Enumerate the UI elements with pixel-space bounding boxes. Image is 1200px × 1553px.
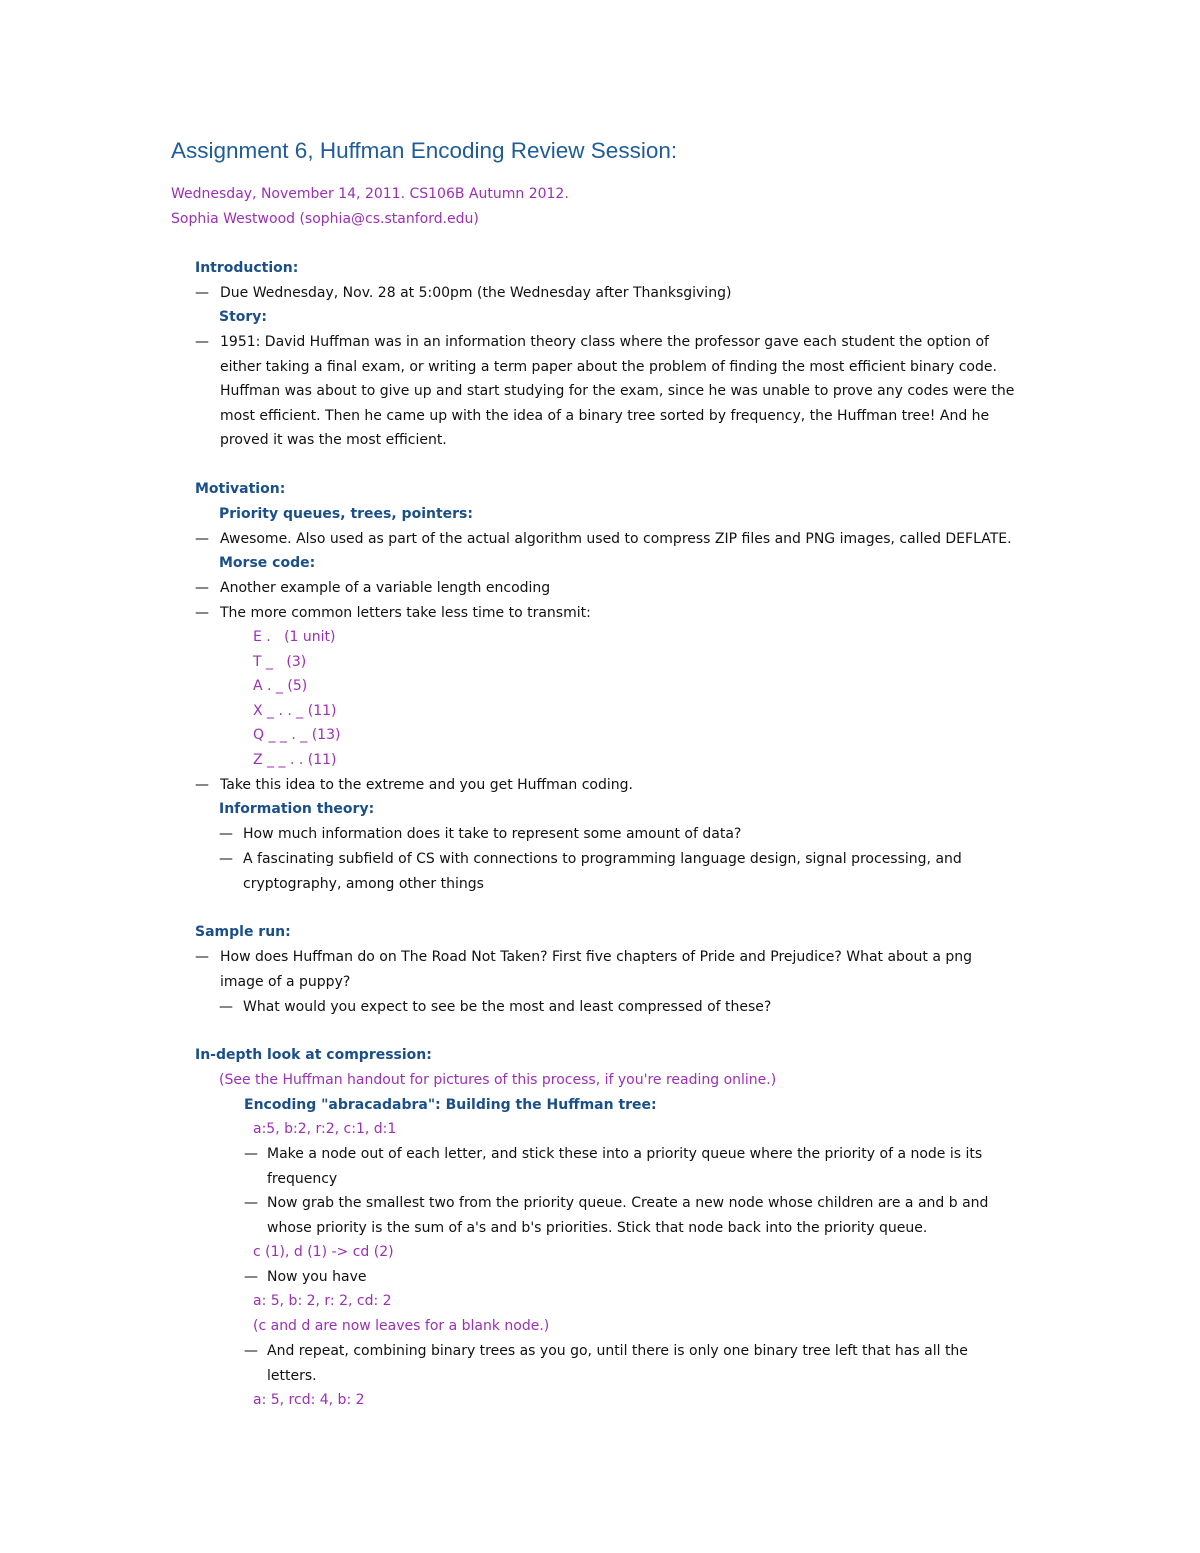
morse-code-a: A . _ (5) — [253, 678, 308, 694]
frequency-list: a:5, b:2, r:2, c:1, d:1 — [253, 1121, 397, 1137]
info-line: A fascinating subfield of CS with connections to programming language design, signal processing, and — [243, 851, 962, 867]
bullet-dash: — — [244, 1269, 258, 1285]
bullet-dash: — — [195, 605, 209, 621]
bullet-dash: — — [195, 531, 209, 547]
morse-item-variable: Another example of a variable length encoding — [220, 580, 551, 596]
priority-queues-heading: Priority queues, trees, pointers: — [219, 506, 473, 522]
story-line: either taking a final exam, or writing a term paper about the problem of finding the most efficient binary code. — [220, 358, 997, 375]
queue-state-2: a: 5, rcd: 4, b: 2 — [253, 1392, 365, 1408]
bullet-dash: — — [195, 949, 209, 965]
story-line: Huffman was about to give up and start studying for the exam, since he was unable to prove any codes were the — [220, 383, 1015, 399]
sample-run-question — [220, 945, 972, 994]
date-line: Wednesday, November 14, 2011. CS106B Autumn 2012. — [171, 186, 569, 202]
queue-state-1: a: 5, b: 2, r: 2, cd: 2 — [253, 1293, 392, 1309]
bullet-dash: — — [195, 285, 209, 301]
information-theory-heading: Information theory: — [219, 801, 375, 817]
handout-note: (See the Huffman handout for pictures of this process, if you're reading online.) — [219, 1072, 777, 1088]
info-item-amount: How much information does it take to represent some amount of data? — [243, 826, 742, 842]
sample-run-expect: What would you expect to see be the most and least compressed of these? — [243, 999, 772, 1015]
bullet-dash: — — [244, 1195, 258, 1211]
extreme-item: Take this idea to the extreme and you get Huffman coding. — [220, 777, 633, 793]
morse-code-z: Z _ _ . . (11) — [253, 752, 337, 768]
sample-line: How does Huffman do on The Road Not Taken? First five chapters of Pride and Prejudice? What about a png — [220, 949, 973, 965]
motivation-heading: Motivation: — [195, 481, 286, 497]
bullet-dash: — — [195, 777, 209, 793]
morse-code-q: Q _ _ . _ (13) — [253, 727, 341, 743]
step-grab-smallest — [267, 1191, 988, 1240]
story-paragraph — [220, 330, 1014, 453]
morse-code-x: X _ . . _ (11) — [253, 703, 337, 719]
bullet-dash: — — [244, 1343, 258, 1359]
story-line: proved it was the most efficient. — [220, 432, 447, 448]
bullet-dash: — — [195, 334, 209, 350]
step-repeat — [267, 1339, 968, 1388]
info-line: cryptography, among other things — [243, 875, 484, 892]
author-line: Sophia Westwood (sophia@cs.stanford.edu) — [171, 211, 479, 227]
step-line: letters. — [267, 1367, 317, 1384]
bullet-dash: — — [244, 1146, 258, 1162]
sample-run-heading: Sample run: — [195, 924, 291, 940]
story-heading: Story: — [219, 309, 268, 325]
step-line: Now grab the smallest two from the priority queue. Create a new node whose children are a and b and — [267, 1195, 989, 1211]
due-date-text: Due Wednesday, Nov. 28 at 5:00pm (the Wednesday after Thanksgiving) — [220, 285, 732, 301]
introduction-heading: Introduction: — [195, 260, 299, 276]
pq-item: Awesome. Also used as part of the actual algorithm used to compress ZIP files and PNG images, called DEFLATE. — [220, 531, 1012, 547]
bullet-dash: — — [195, 580, 209, 596]
morse-code-t: T _ (3) — [253, 654, 307, 670]
step-line: Make a node out of each letter, and stick these into a priority queue where the priority of a node is its — [267, 1146, 983, 1162]
bullet-dash: — — [219, 851, 233, 867]
step-line: frequency — [267, 1170, 338, 1187]
now-you-have: Now you have — [267, 1269, 367, 1285]
compression-heading: In-depth look at compression: — [195, 1047, 432, 1063]
bullet-dash: — — [219, 999, 233, 1015]
bullet-dash: — — [219, 826, 233, 842]
morse-code-heading: Morse code: — [219, 555, 316, 571]
step-line: whose priority is the sum of a's and b's priorities. Stick that node back into the priority queue. — [267, 1219, 928, 1236]
step-make-node — [267, 1142, 982, 1191]
encoding-heading: Encoding "abracadabra": Building the Huffman tree: — [244, 1097, 657, 1113]
morse-item-common: The more common letters take less time to transmit: — [220, 605, 591, 621]
story-line: most efficient. Then he came up with the idea of a binary tree sorted by frequency, the Huffman tree! And he — [220, 407, 990, 424]
step-line: And repeat, combining binary trees as you go, until there is only one binary tree left that has all the — [267, 1343, 968, 1359]
sample-line: image of a puppy? — [220, 973, 351, 990]
info-item-subfield — [243, 847, 962, 896]
page-title: Assignment 6, Huffman Encoding Review Session: — [171, 138, 678, 163]
morse-code-e: E . (1 unit) — [253, 629, 336, 645]
leaves-note: (c and d are now leaves for a blank node.) — [253, 1318, 550, 1334]
combine-example: c (1), d (1) -> cd (2) — [253, 1244, 394, 1260]
story-line: 1951: David Huffman was in an information theory class where the professor gave each student the option of — [220, 334, 989, 350]
